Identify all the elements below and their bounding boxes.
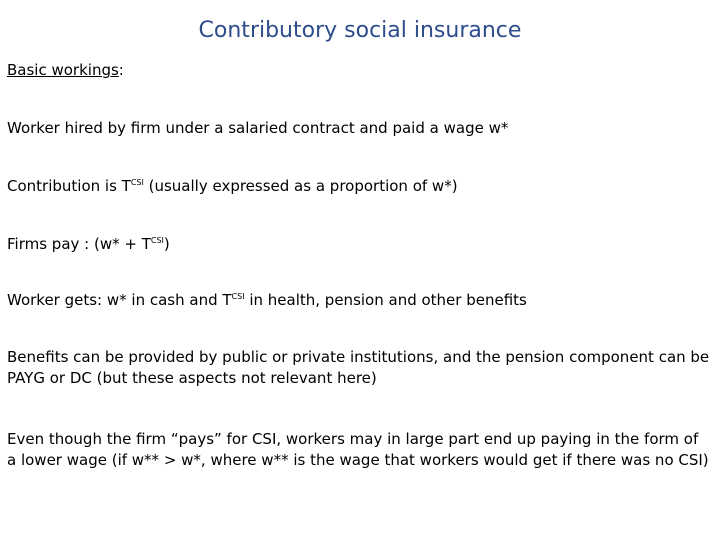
firms-pay-text: Firms pay : (w* + T bbox=[7, 235, 151, 253]
bullet-contribution bbox=[7, 176, 711, 197]
bullet-even-though: Even though the firm “pays” for CSI, workers may in large part end up paying in the form of a lower wage (if w** > w*, where w** is the wage that workers would get if there was no CSI) bbox=[7, 430, 709, 469]
firms-pay-text-rest: ) bbox=[163, 235, 170, 253]
bullet-worker-hired: Worker hired by firm under a salaried contract and paid a wage w* bbox=[7, 119, 509, 137]
section-heading-colon: : bbox=[118, 61, 124, 79]
contribution-text-rest: (usually expressed as a proportion of w*) bbox=[143, 177, 458, 195]
bullet-benefits-provided: Benefits can be provided by public or private institutions, and the pension component can be PAYG or DC (but these aspects not relevant here) bbox=[7, 348, 710, 387]
bullet-worker-gets bbox=[7, 290, 711, 311]
section-heading bbox=[7, 60, 711, 81]
worker-gets-text: Worker gets: w* in cash and T bbox=[7, 291, 232, 309]
csi-superscript: CSI bbox=[231, 292, 245, 301]
csi-superscript: CSI bbox=[150, 236, 164, 245]
contribution-text: Contribution is T bbox=[7, 177, 131, 195]
bullet-firms-pay bbox=[7, 234, 711, 255]
slide-title: Contributory social insurance bbox=[198, 18, 522, 43]
csi-superscript: CSI bbox=[130, 178, 144, 187]
section-heading-label: Basic workings bbox=[7, 61, 119, 79]
worker-gets-text-rest: in health, pension and other benefits bbox=[244, 291, 527, 309]
